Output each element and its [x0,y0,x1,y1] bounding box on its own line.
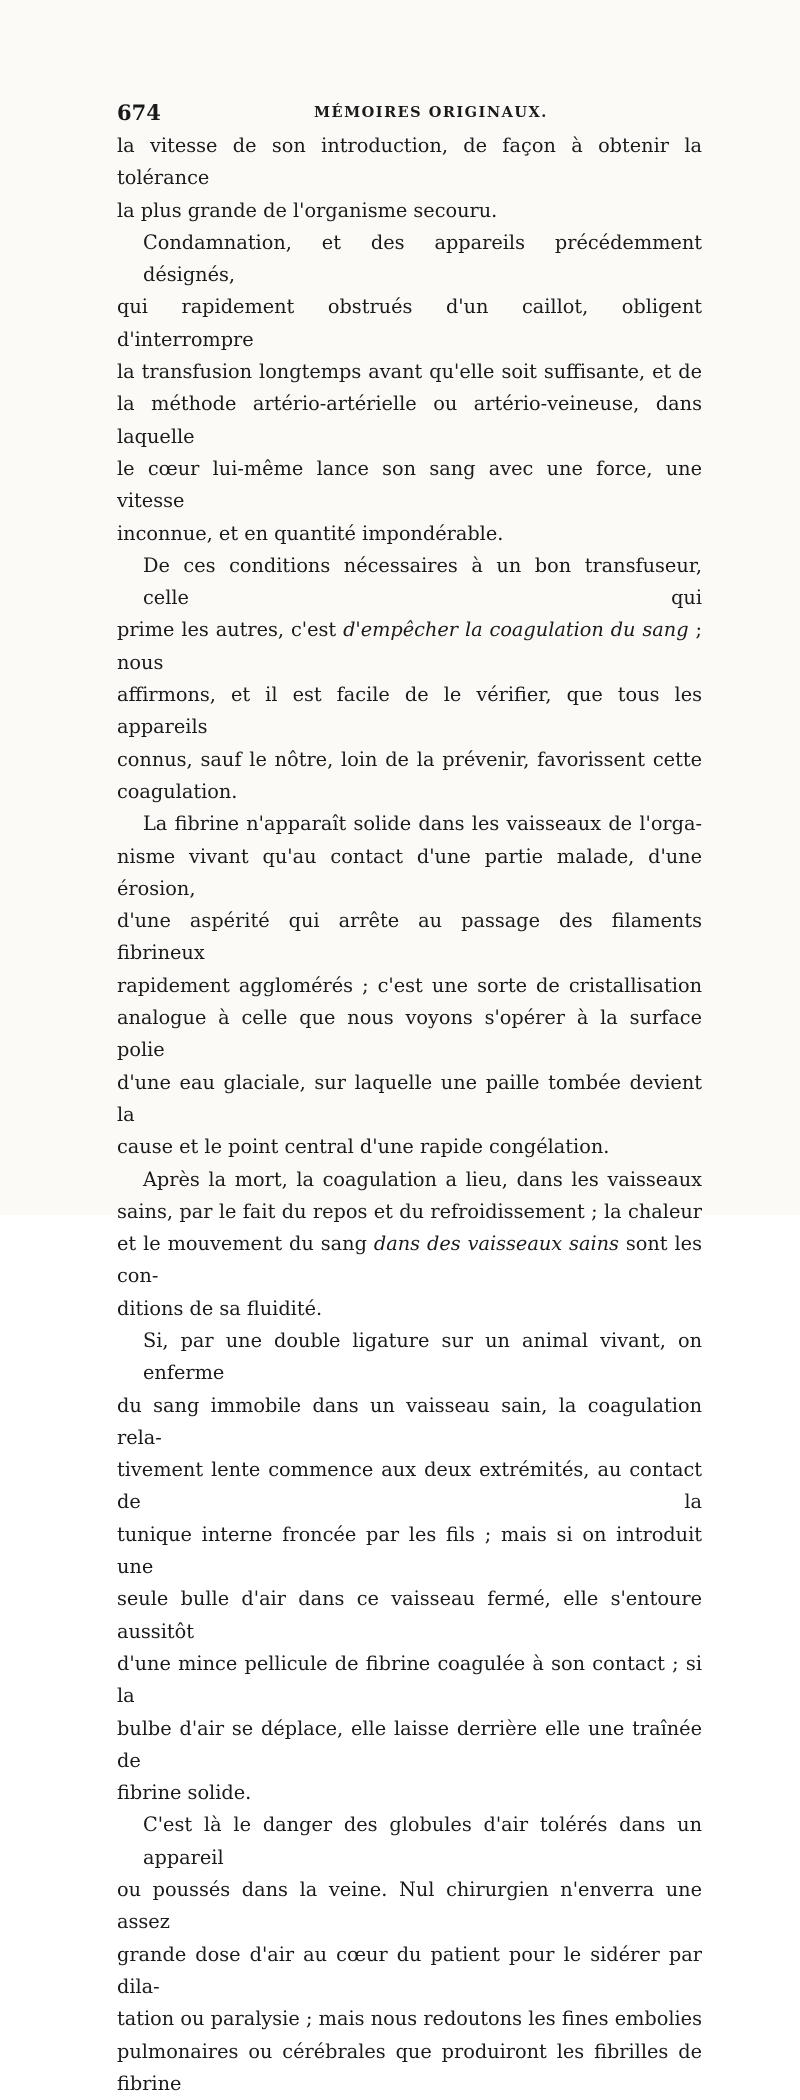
text-line: nisme vivant qu'au contact d'une partie malade, d'une érosion, [117,844,702,900]
running-title: MÉMOIRES ORIGINAUX. [314,104,548,121]
paragraph [117,130,702,227]
italic-phrase: d'empêcher la coagulation du sang [343,618,689,642]
text-line: d'une mince pellicule de fibrine coagulée à son contact ; si la [117,1651,702,1708]
text-line: tunique interne froncée par les fils ; mais si on introduit une [117,1522,702,1579]
paragraph [117,227,702,550]
paragraph [117,1809,702,2100]
text-line: le cœur lui-même lance son sang avec une force, une vitesse [117,456,702,513]
text-line: seule bulle d'air dans ce vaisseau fermé, elle s'entoure aussitôt [117,1587,702,1643]
italic-phrase: dans des vaisseaux sains [373,1232,619,1256]
text-line: Après la mort, la coagulation a lieu, dans les vaisseaux [143,1167,702,1191]
text-line: analogue à celle que nous voyons s'opérer à la surface polie [117,1006,702,1062]
page-header [117,100,702,130]
text-line: la transfusion longtemps avant qu'elle soit suffisante, et de [117,360,702,384]
text-line: bulbe d'air se déplace, elle laisse derrière elle une traînée de [117,1716,702,1772]
text-line: la vitesse de son introduction, de façon à obtenir la tolérance [117,134,702,190]
text-line: cause et le point central d'une rapide congélation. [117,1135,610,1159]
text-line: coagulation. [117,779,238,803]
text-line: De ces conditions nécessaires à un bon transfuseur, celle qui [143,553,702,610]
text-line: Si, par une double ligature sur un animal vivant, on enferme [143,1328,702,1385]
text-line: C'est là le danger des globules d'air tolérés dans un appareil [143,1813,702,1869]
text-line: La fibrine n'apparaît solide dans les vaisseaux de l'orga- [143,812,702,836]
text-line: affirmons, et il est facile de le vérifier, que tous les appareils [117,683,702,739]
paragraph [117,1325,702,1809]
text-line: pulmonaires ou cérébrales que produiront les fibrilles de fibrine [117,2039,702,2095]
text-span: prime les autres, c'est [117,618,337,642]
text-line: rapidement agglomérés ; c'est une sorte de cristallisation [117,973,702,997]
text-line: la méthode artério-artérielle ou artério-veineuse, dans laquelle [117,392,702,448]
text-line: connus, sauf le nôtre, loin de la prévenir, favorissent cette [117,747,702,771]
text-span: sont les con- [117,1232,702,1288]
text-line: inconnue, et en quantité impondérable. [117,521,504,545]
text-line: Condamnation, et des appareils précédemment désignés, [143,230,702,287]
text-line: sains, par le fait du repos et du refroidissement ; la chaleur [117,1199,702,1223]
text-line: d'une aspérité qui arrête au passage des filaments fibrineux [117,909,702,965]
text-line: du sang immobile dans un vaisseau sain, la coagulation rela- [117,1393,702,1449]
text-line: la plus grande de l'organisme secouru. [117,198,498,222]
paragraph [117,808,702,1163]
text-line: d'une eau glaciale, sur laquelle une paille tombée devient la [117,1070,702,1126]
body-text [117,130,702,2100]
text-line: ou poussés dans la veine. Nul chirurgien n'enverra une assez [117,1878,702,1934]
text-span: et le mouvement du sang [117,1232,367,1256]
paragraph [117,1164,702,1325]
page-number: 674 [117,100,161,125]
text-line: tivement lente commence aux deux extrémités, au contact de la [117,1458,702,1514]
text-span: ; nous [117,618,702,674]
text-line: grande dose d'air au cœur du patient pour le sidérer par dila- [117,1942,702,1998]
text-line: qui rapidement obstrués d'un caillot, obligent d'interrompre [117,295,702,351]
paragraph [117,550,702,808]
text-line-mixed [117,614,702,679]
text-line: ditions de sa fluidité. [117,1296,323,1320]
text-line-mixed [117,1228,702,1293]
text-line: tation ou paralysie ; mais nous redoutons les fines embolies [117,2007,702,2031]
text-line: fibrine solide. [117,1781,252,1805]
